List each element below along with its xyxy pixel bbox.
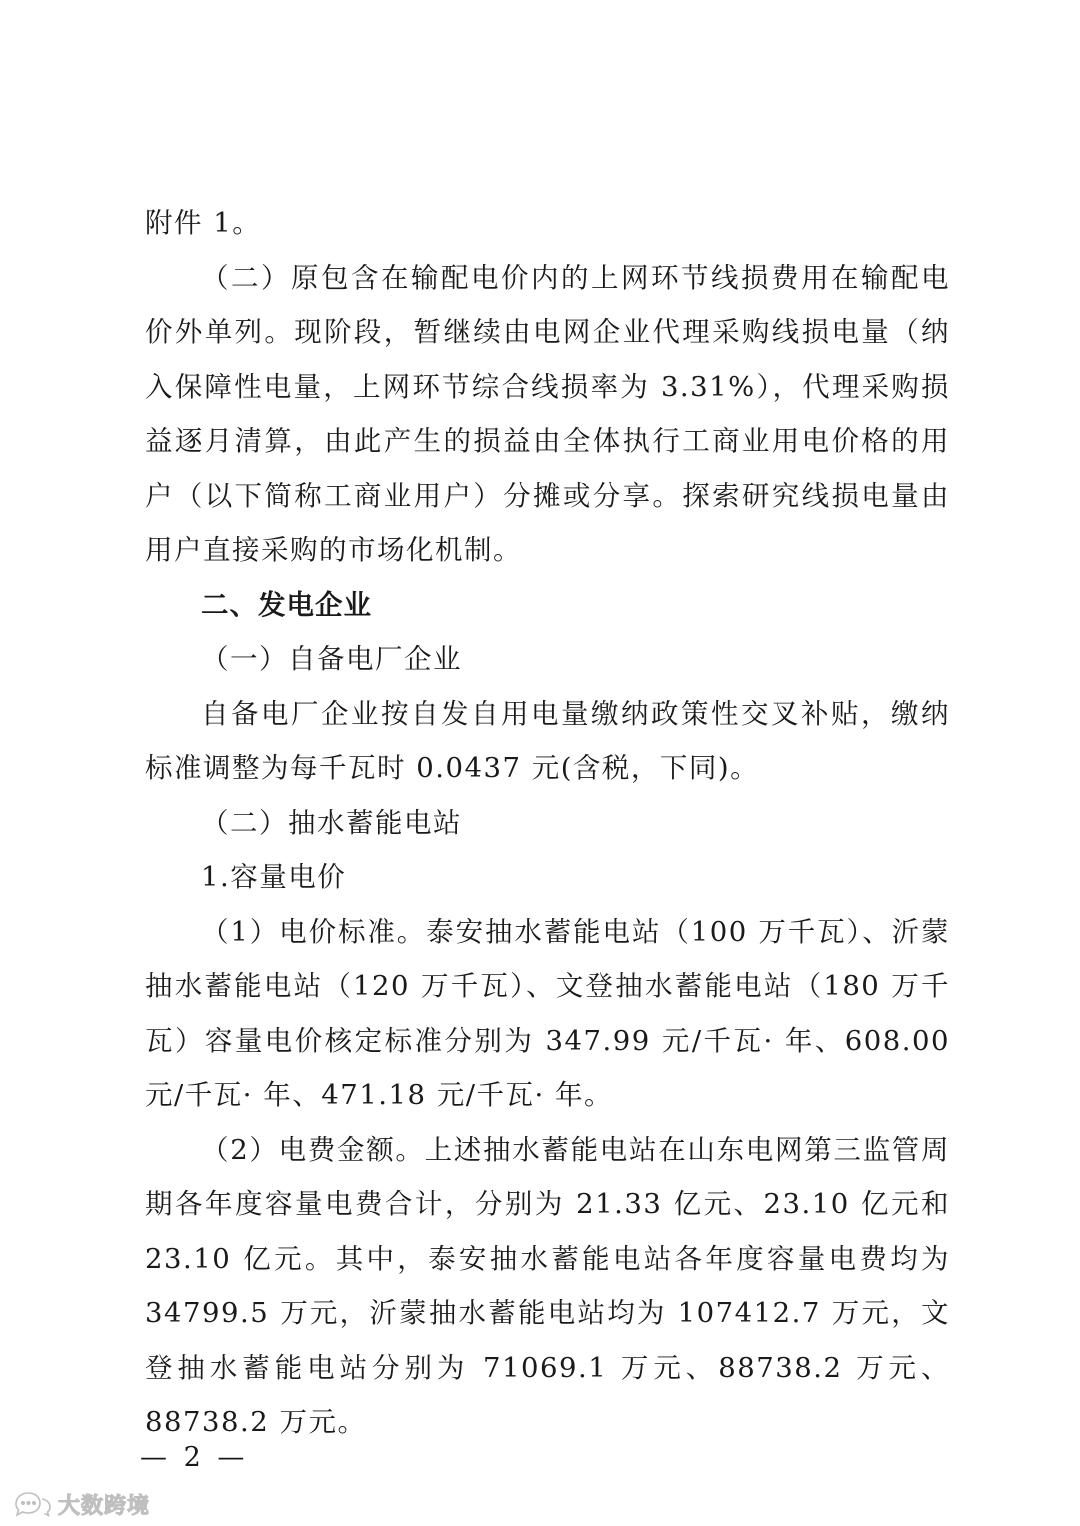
subheading-capacity-price: 1.容量电价 bbox=[201, 861, 347, 893]
section-heading-power-generation: 二、发电企业 bbox=[201, 588, 372, 621]
watermark bbox=[10, 1488, 150, 1520]
paragraph-line-loss: （二）原包含在输配电价内的上网环节线损费用在输配电价外单列。现阶段，暂继续由电网企业代理采购线损电量（纳入保障性电量，上网环节综合线损率为 3.31%），代理采购损益逐月清算，由此产生的损益由全体执行工商业用电价格的用户（以下简称工商业用户）分摊或分享。探索研究线损电量由用户直接采购的市场化机制。 bbox=[145, 261, 950, 566]
paragraph-attachment-ref: 附件 1。 bbox=[145, 207, 262, 239]
subheading-captive-power-plant: （一）自备电厂企业 bbox=[201, 643, 462, 675]
chat-bubble-logo-icon bbox=[10, 1490, 54, 1518]
watermark-text: 大数跨境 bbox=[58, 1493, 151, 1519]
document-body bbox=[145, 196, 961, 1450]
subheading-pumped-storage: （二）抽水蓄能电站 bbox=[201, 806, 462, 839]
page-number: — 2 — bbox=[140, 1442, 249, 1473]
paragraph-fee-amount: （2）电费金额。上述抽水蓄能电站在山东电网第三监管周期各年度容量电费合计，分别为 21.33 亿元、23.10 亿元和 23.10 亿元。其中，泰安抽水蓄能电站各年度容量电费均为 34799.5 万元，沂蒙抽水蓄能电站均为 107412.7 万元，文登抽水蓄能电站分别为 71069.1 万元、88738.2 万元、88738.2 万元。 bbox=[145, 1133, 961, 1438]
paragraph-captive-subsidy: 自备电厂企业按自发自用电量缴纳政策性交叉补贴，缴纳标准调整为每千瓦时 0.0437 元(含税，下同)。 bbox=[145, 697, 950, 784]
paragraph-price-standard: （1）电价标准。泰安抽水蓄能电站（100 万千瓦）、沂蒙抽水蓄能电站（120 万千瓦）、文登抽水蓄能电站（180 万千瓦）容量电价核定标准分别为 347.99 元/千瓦· 年、608.00 元/千瓦· 年、471.18 元/千瓦· 年。 bbox=[145, 915, 961, 1111]
